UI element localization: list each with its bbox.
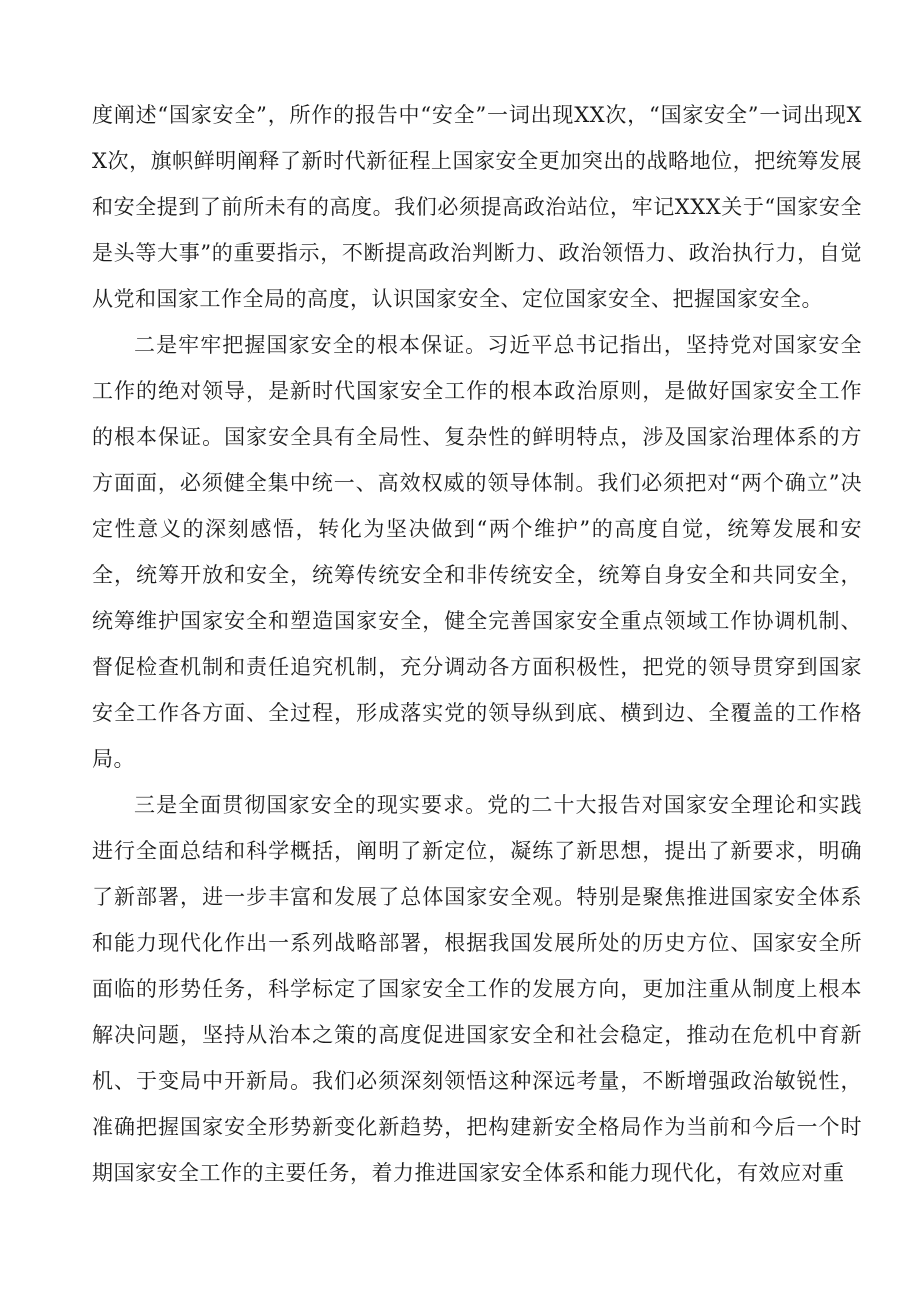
document-body: [92, 92, 862, 1196]
paragraph-continuation: 度阐述“国家安全”，所作的报告中“安全”一词出现XX次，“国家安全”一词出现XX次，旗帜鲜明阐释了新时代新征程上国家安全更加突出的战略地位，把统筹发展和安全提到了前所未有的高度。我们必须提高政治站位，牢记XXX关于“国家安全是头等大事”的重要指示，不断提高政治判断力、政治领悟力、政治执行力，自觉从党和国家工作全局的高度，认识国家安全、定位国家安全、把握国家安全。: [92, 103, 862, 311]
paragraph-second-point: 二是牢牢把握国家安全的根本保证。习近平总书记指出，坚持党对国家安全工作的绝对领导，是新时代国家安全工作的根本政治原则，是做好国家安全工作的根本保证。国家安全具有全局性、复杂性的鲜明特点，涉及国家治理体系的方方面面，必须健全集中统一、高效权威的领导体制。我们必须把对“两个确立”决定性意义的深刻感悟，转化为坚决做到“两个维护”的高度自觉，统筹发展和安全，统筹开放和安全，统筹传统安全和非传统安全，统筹自身安全和共同安全，统筹维护国家安全和塑造国家安全，健全完善国家安全重点领域工作协调机制、督促检查机制和责任追究机制，充分调动各方面积极性，把党的领导贯穿到国家安全工作各方面、全过程，形成落实党的领导纵到底、横到边、全覆盖的工作格局。: [92, 333, 862, 771]
paragraph-third-point: 三是全面贯彻国家安全的现实要求。党的二十大报告对国家安全理论和实践进行全面总结和科学概括，阐明了新定位，凝练了新思想，提出了新要求，明确了新部署，进一步丰富和发展了总体国家安全观。特别是聚焦推进国家安全体系和能力现代化作出一系列战略部署，根据我国发展所处的历史方位、国家安全所面临的形势任务，科学标定了国家安全工作的发展方向，更加注重从制度上根本解决问题，坚持从治本之策的高度促进国家安全和社会稳定，推动在危机中育新机、于变局中开新局。我们必须深刻领悟这种深远考量，不断增强政治敏锐性，准确把握国家安全形势新变化新趋势，把构建新安全格局作为当前和今后一个时期国家安全工作的主要任务，着力推进国家安全体系和能力现代化，有效应对重: [92, 793, 862, 1185]
